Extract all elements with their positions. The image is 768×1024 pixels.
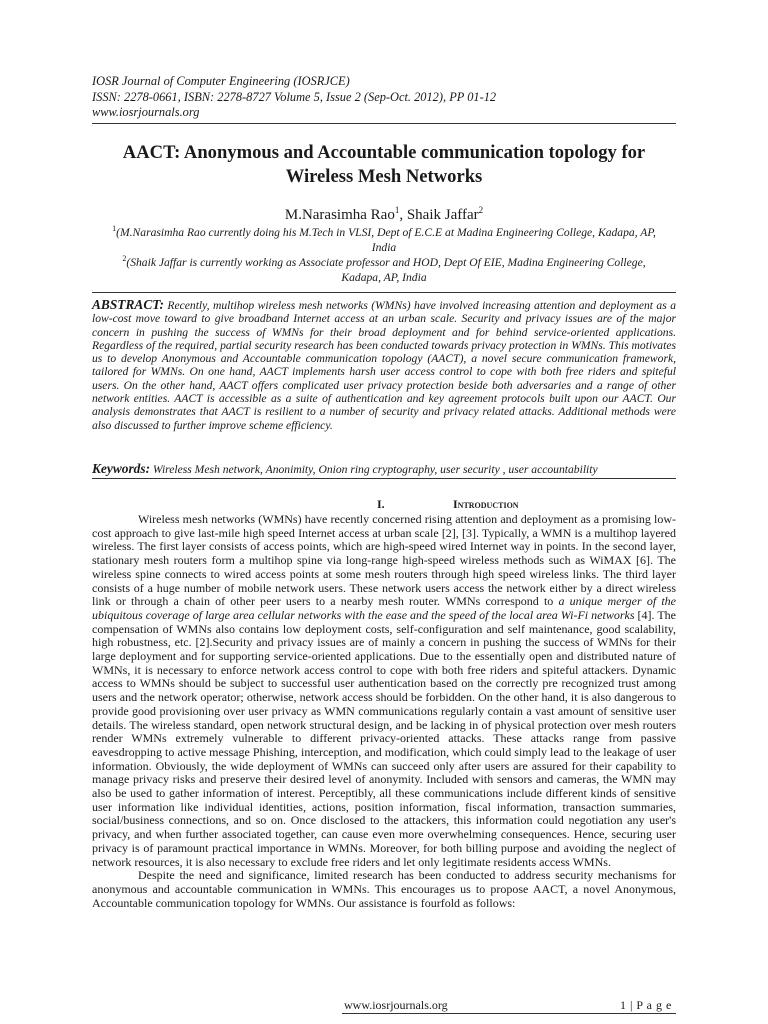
affiliation-mark: 2 bbox=[122, 254, 127, 263]
paragraph-italic-text: a unique merger of the ubiquitous coverage of large area cellular networks with the ease and the speed of the local area Wi-Fi networks bbox=[92, 594, 676, 622]
affiliation-2 bbox=[92, 251, 676, 285]
abstract-text: Recently, multihop wireless mesh networks (WMNs) have involved increasing attention and deployment as a low-cost move toward to give broadband Internet access at an urban scale. Security and privacy issues are of the major concern in pushing the success of WMNs for their broad deployment and for behind service-oriented applications. Regardless of the required, partial security research has been conducted towards privacy protection in WMNs. This motivates us to develop Anonymous and Accountable communication topology (AACT), a novel secure communication framework, tailored for WMNs. On one hand, AACT implements harsh user access control to cope with both free riders and spiteful users. On the other hand, AACT offers complicated user privacy protection beside both adversaries and a range of other network entities. AACT is accessible as a suite of authentication and key agreement protocols built upon our AACT. Our analysis demonstrates that AACT is resilient to a number of security and privacy related attacks. Additional methods were also discussed to further improve scheme efficiency. bbox=[92, 299, 676, 432]
abstract-label: ABSTRACT: bbox=[92, 297, 164, 312]
affiliation-mark: 1 bbox=[112, 224, 117, 233]
header-divider bbox=[92, 123, 676, 124]
author-affiliation-mark: 1 bbox=[394, 205, 400, 215]
journal-header bbox=[92, 74, 682, 121]
abstract-bottom-divider bbox=[92, 478, 676, 479]
abstract bbox=[92, 298, 676, 432]
footer-url: www.iosrjournals.org bbox=[344, 998, 448, 1012]
abstract-top-divider bbox=[92, 292, 676, 293]
affiliation-text: (M.Narasimha Rao currently doing his M.Tech in VLSI, Dept of E.C.E at Madina Engineering College, Kadapa, AP, India bbox=[116, 225, 656, 254]
body-text bbox=[92, 513, 676, 910]
paragraph: Despite the need and significance, limited research has been conducted to address security mechanisms for anonymous and accountable communication in WMNs. This encourages us to propose AACT, a novel Anonymous, Accountable communication topology for WMNs. Our assistance is fourfold as follows: bbox=[92, 868, 676, 910]
paragraph-text: Wireless mesh networks (WMNs) have recently concerned rising attention and deployment as a promising low-cost approach to give last-mile high speed Internet access at urban scale [2], [3]. Typically, a WMN is a multihop layered wireless. The first layer consists of access points, which are high-speed wired Internet way in points. In the second layer, stationary mesh routers form a multihop spine via long-range high-speed wireless methods such as WiMAX [6]. The wireless spine connects to wired access points at some mesh routers through high speed wireless links. The third layer consists of a huge number of mobile network users. These network users access the network either by a direct wireless link or through a chain of other peer users to a nearby mesh router. WMNs correspond to bbox=[92, 512, 676, 609]
keywords-text: Wireless Mesh network, Anonimity, Onion ring cryptography, user security , user accountability bbox=[150, 463, 598, 476]
paragraph bbox=[92, 513, 676, 869]
section-number: I. bbox=[377, 497, 385, 511]
author-separator: , bbox=[399, 207, 407, 223]
footer-divider bbox=[342, 1013, 676, 1014]
affiliation-text: (Shaik Jaffar is currently working as Associate professor and HOD, Dept Of EIE, Madina Engineering College, Kadapa, AP, India bbox=[126, 255, 646, 284]
section-title: Introduction bbox=[453, 497, 519, 511]
affiliation-1 bbox=[92, 221, 676, 255]
journal-issn: ISSN: 2278-0661, ISBN: 2278-8727 Volume 5, Issue 2 (Sep-Oct. 2012), PP 01-12 bbox=[92, 89, 497, 104]
keywords-label: Keywords: bbox=[92, 461, 151, 476]
paper-title: AACT: Anonymous and Accountable communication topology for Wireless Mesh Networks bbox=[122, 142, 646, 187]
author-name: Shaik Jaffar bbox=[406, 207, 479, 223]
footer-page-number: 1 | P a g e bbox=[620, 998, 672, 1012]
paragraph-text: [4]. The compensation of WMNs also contains low deployment costs, self-configuration and self maintenance, good scalability, high robustness, etc. [2].Security and privacy issues are of mainly a concern in pushing the success of WMNs for their large deployment and for supporting service-oriented applications. Due to the essentially open and distributed nature of WMNs, it is necessary to enforce network access control to cope with both free riders and spiteful attackers. Dynamic access to WMNs should be subject to successful user authentication based on the correctly pre recognized trust among users and the network operator; otherwise, network access should be forbidden. On the other hand, it is also dangerous to provide good provisioning over user privacy as WMN communications regularly contain a vast amount of sensitive user details. The wireless standard, open network structural design, and be lacking in of physical protection over mesh routers render WMNs extremely vulnerable to different privacy-oriented attacks. These attacks range from passive eavesdropping to active message Phishing, interception, and modification, which could simply lead to the leakage of user information. Obviously, the wide deployment of WMNs can succeed only after users are assured for their capability to manage privacy risks and preserve their desired level of anonymity. Included with sensors and cameras, the WMN may also be used to gather information of interest. Perceptibly, all these communications include different kinds of sensitive user information like individual identities, actions, position information, fiscal information, transaction summaries, social/business connections, and so on. Once disclosed to the attackers, this information could negotiation any user's privacy, and when further associated together, can cause even more overwhelming consequences. Hence, securing user privacy is of paramount practical importance in WMNs. Moreover, for both billing purpose and avoiding the neglect of network resources, it is also necessary to exclude free riders and let only legitimate residents access WMNs. bbox=[92, 607, 676, 869]
author-affiliation-mark: 2 bbox=[478, 205, 484, 215]
journal-name: IOSR Journal of Computer Engineering (IOSRJCE) bbox=[92, 74, 350, 88]
journal-website: www.iosrjournals.org bbox=[92, 105, 200, 119]
keywords bbox=[92, 462, 676, 477]
author-name: M.Narasimha Rao bbox=[284, 207, 395, 223]
